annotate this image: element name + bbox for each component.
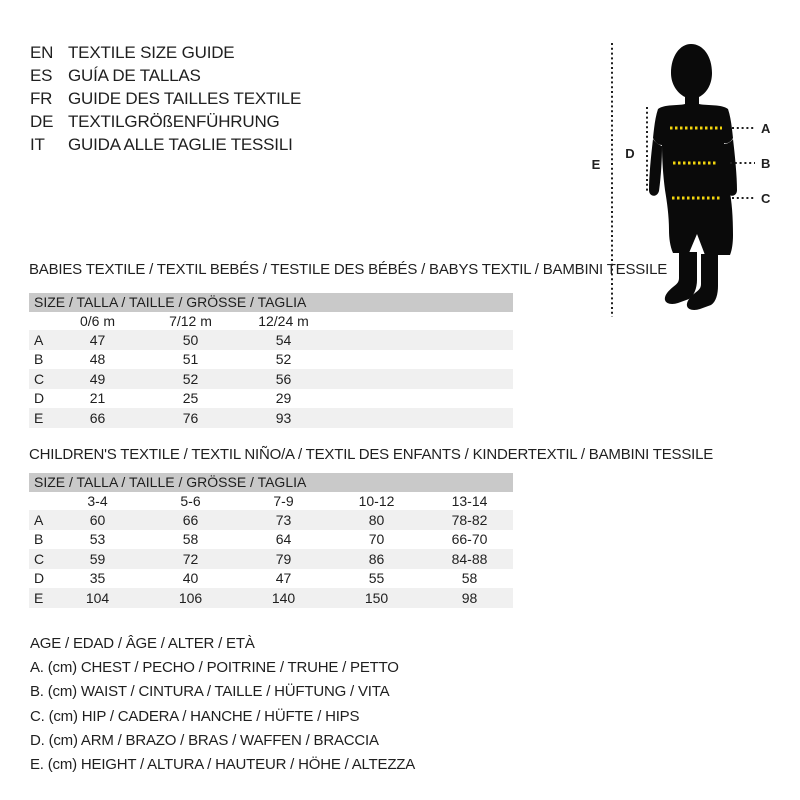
row-label: A xyxy=(34,331,44,348)
legend-waist-line: B. (cm) WAIST / CINTURA / TAILLE / HÜFTUNG / VITA xyxy=(30,683,390,701)
language-title-list xyxy=(30,41,301,156)
table-cell: 58 xyxy=(461,570,478,587)
lang-row-en xyxy=(30,41,301,64)
child-silhouette-diagram xyxy=(585,38,775,323)
babies-rows xyxy=(29,330,513,428)
table-cell: 52 xyxy=(275,351,292,368)
size-header-bar: SIZE / TALLA / TAILLE / GRÖSSE / TAGLIA xyxy=(29,293,513,312)
table-cell: 66-70 xyxy=(451,531,488,548)
lang-code: IT xyxy=(30,134,45,154)
column-header: 13-14 xyxy=(451,493,488,509)
column-header: 12/24 m xyxy=(258,313,309,329)
table-cell: 40 xyxy=(182,570,199,587)
table-row xyxy=(29,350,513,370)
table-row xyxy=(29,369,513,389)
table-row xyxy=(29,389,513,409)
row-label: D xyxy=(34,390,45,407)
table-cell: 66 xyxy=(89,409,106,426)
table-row xyxy=(29,588,513,608)
lang-title: GUÍA DE TALLAS xyxy=(68,65,201,85)
table-row xyxy=(29,530,513,550)
lang-title: GUIDA ALLE TAGLIE TESSILI xyxy=(68,134,293,154)
children-rows xyxy=(29,510,513,608)
column-header: 7/12 m xyxy=(169,313,212,329)
lang-row-de xyxy=(30,110,301,133)
table-cell: 60 xyxy=(89,511,106,528)
table-cell: 25 xyxy=(182,390,199,407)
table-cell: 72 xyxy=(182,550,199,567)
measurement-legend xyxy=(30,631,415,777)
row-label: C xyxy=(34,550,45,567)
legend-chest-line: A. (cm) CHEST / PECHO / POITRINE / TRUHE / PETTO xyxy=(30,658,399,676)
legend-hip-line: C. (cm) HIP / CADERA / HANCHE / HÜFTE / HIPS xyxy=(30,707,360,725)
row-label: B xyxy=(34,531,44,548)
table-cell: 52 xyxy=(182,370,199,387)
table-cell: 78-82 xyxy=(451,511,488,528)
table-cell: 73 xyxy=(275,511,292,528)
lang-code: ES xyxy=(30,65,53,85)
table-cell: 21 xyxy=(89,390,106,407)
babies-column-headers xyxy=(29,312,513,330)
table-row xyxy=(29,549,513,569)
table-cell: 58 xyxy=(182,531,199,548)
row-label: C xyxy=(34,370,45,387)
babies-size-table xyxy=(29,293,513,428)
measure-label-E: E xyxy=(591,157,601,172)
table-cell: 80 xyxy=(368,511,385,528)
silhouette-left-arm xyxy=(649,139,662,196)
measurement-figure xyxy=(585,38,775,323)
measure-label-A: A xyxy=(761,121,771,136)
row-label: E xyxy=(34,589,44,606)
table-cell: 54 xyxy=(275,331,292,348)
table-cell: 140 xyxy=(271,589,296,606)
column-header: 10-12 xyxy=(358,493,395,509)
row-label: A xyxy=(34,511,44,528)
table-cell: 55 xyxy=(368,570,385,587)
table-cell: 50 xyxy=(182,331,199,348)
table-cell: 104 xyxy=(85,589,110,606)
table-cell: 64 xyxy=(275,531,292,548)
table-cell: 56 xyxy=(275,370,292,387)
lang-title: TEXTILE SIZE GUIDE xyxy=(68,42,235,62)
table-cell: 51 xyxy=(182,351,199,368)
column-header: 7-9 xyxy=(273,493,294,509)
lang-row-it xyxy=(30,133,301,156)
legend-age-line: AGE / EDAD / ÂGE / ALTER / ETÀ xyxy=(30,634,255,652)
lang-row-es xyxy=(30,64,301,87)
table-row xyxy=(29,408,513,428)
children-column-headers xyxy=(29,492,513,510)
babies-section-title: BABIES TEXTILE / TEXTIL BEBÉS / TESTILE DES BÉBÉS / BABYS TEXTIL / BAMBINI TESSILE xyxy=(29,261,668,278)
lang-code: DE xyxy=(30,111,54,131)
table-cell: 106 xyxy=(178,589,203,606)
table-cell: 48 xyxy=(89,351,106,368)
legend-height-line: E. (cm) HEIGHT / ALTURA / HAUTEUR / HÖHE / ALTEZZA xyxy=(30,756,416,774)
row-label: B xyxy=(34,351,44,368)
table-cell: 49 xyxy=(89,370,106,387)
table-cell: 150 xyxy=(364,589,389,606)
table-cell: 98 xyxy=(461,589,478,606)
lang-title: GUIDE DES TAILLES TEXTILE xyxy=(68,88,302,108)
silhouette-body xyxy=(653,44,733,255)
table-cell: 93 xyxy=(275,409,292,426)
lang-code: FR xyxy=(30,88,53,108)
lang-row-fr xyxy=(30,87,301,110)
table-row xyxy=(29,569,513,589)
table-cell: 59 xyxy=(89,550,106,567)
measure-label-D: D xyxy=(625,146,635,161)
measure-label-B: B xyxy=(761,156,771,171)
row-label: E xyxy=(34,409,44,426)
children-size-table xyxy=(29,473,513,608)
table-cell: 84-88 xyxy=(451,550,488,567)
column-header: 0/6 m xyxy=(79,313,115,329)
table-cell: 47 xyxy=(275,570,292,587)
table-row xyxy=(29,510,513,530)
size-header-bar: SIZE / TALLA / TAILLE / GRÖSSE / TAGLIA xyxy=(29,473,513,492)
table-cell: 76 xyxy=(182,409,199,426)
table-cell: 29 xyxy=(275,390,292,407)
table-cell: 66 xyxy=(182,511,199,528)
column-header: 3-4 xyxy=(87,493,108,509)
row-label: D xyxy=(34,570,45,587)
table-cell: 86 xyxy=(368,550,385,567)
lang-title: TEXTILGRÖßENFÜHRUNG xyxy=(68,111,280,131)
table-cell: 47 xyxy=(89,331,106,348)
lang-code: EN xyxy=(30,42,54,62)
legend-arm-line: D. (cm) ARM / BRAZO / BRAS / WAFFEN / BRACCIA xyxy=(30,731,379,749)
table-cell: 35 xyxy=(89,570,106,587)
table-row xyxy=(29,330,513,350)
table-cell: 79 xyxy=(275,550,292,567)
children-section-title: CHILDREN'S TEXTILE / TEXTIL NIÑO/A / TEXTIL DES ENFANTS / KINDERTEXTIL / BAMBINI TESSILE xyxy=(29,446,714,463)
column-header: 5-6 xyxy=(180,493,201,509)
table-cell: 53 xyxy=(89,531,106,548)
table-cell: 70 xyxy=(368,531,385,548)
measure-label-C: C xyxy=(761,191,771,206)
